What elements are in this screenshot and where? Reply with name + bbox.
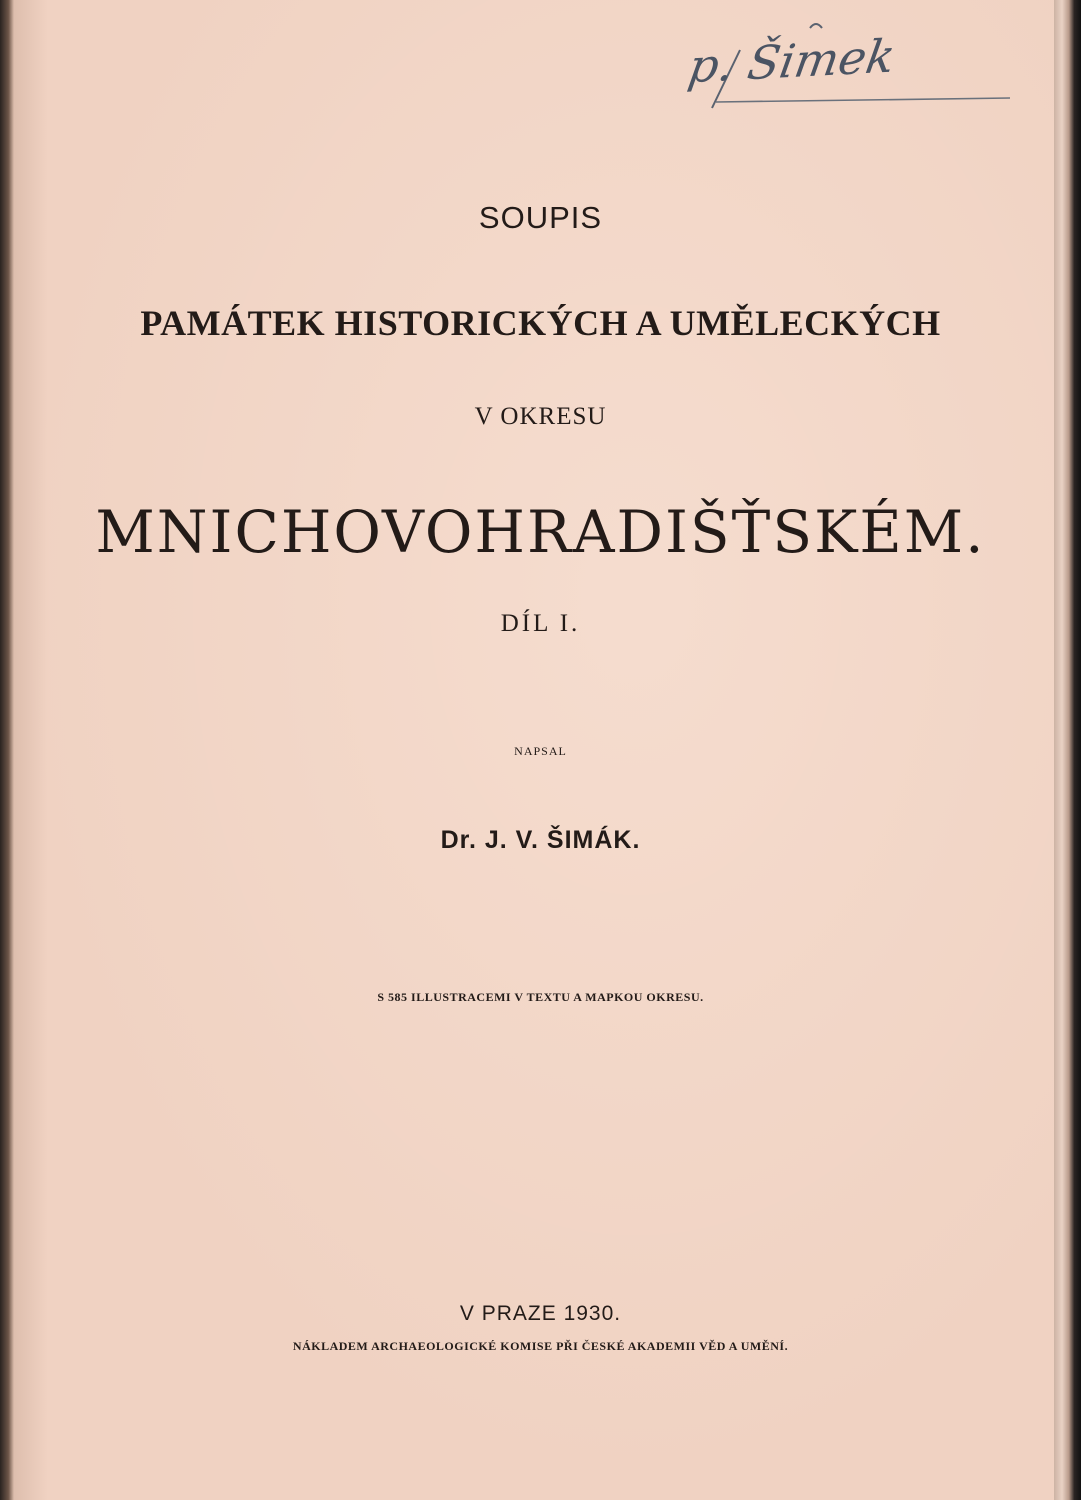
author-name: Dr. J. V. ŠIMÁK. (440, 826, 641, 854)
handwritten-inscription: p. Šimek (684, 28, 899, 94)
illustrations-note: S 585 ILLUSTRACEMI V TEXTU A MAPKOU OKRESU. (377, 990, 704, 1004)
volume-label: DÍL I. (500, 610, 581, 637)
title-line-monuments: PAMÁTEK HISTORICKÝCH A UMĚLECKÝCH (140, 303, 941, 343)
byline-label: NAPSAL (514, 744, 567, 758)
imprint-place-year: V PRAZE 1930. (459, 1302, 622, 1325)
title-line-district: V OKRESU (474, 403, 607, 430)
imprint-publisher: NÁKLADEM ARCHAEOLOGICKÉ KOMISE PŘI ČESKÉ AKADEMII VĚD A UMĚNÍ. (292, 1339, 789, 1353)
title-line-soupis: SOUPIS (478, 200, 603, 235)
title-line-district-name: MNICHOVOHRADIŠŤSKÉM. (95, 498, 986, 566)
